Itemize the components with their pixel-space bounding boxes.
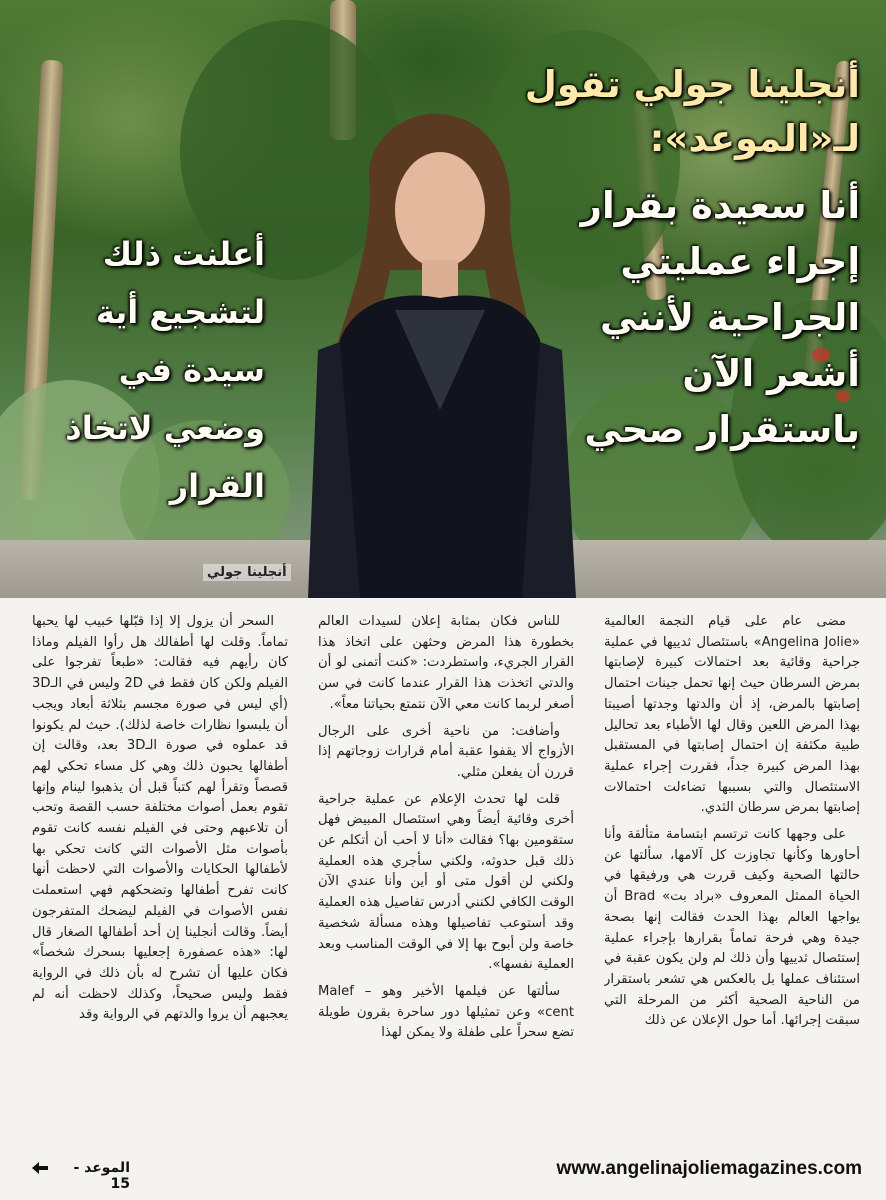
- paragraph: سألتها عن فيلمها الأخير وهو Malef – cent» وعن تمثيلها دور ساحرة بقرون طويلة تضع سحراً على طفلة ولا يمكن لهذا: [318, 983, 574, 1041]
- headline-line-2: لـ«الموعد»:: [649, 117, 860, 160]
- subheadline: أعلنت ذلك لتشجيع أية سيدة في وضعي لاتخاذ القرار: [65, 235, 265, 505]
- headline-line-1: أنجلينا جولي تقول: [524, 63, 860, 106]
- article-column-3: [32, 612, 288, 1152]
- page-number-block: [30, 1152, 130, 1192]
- paragraph: السحر أن يزول إلا إذا قبّلها حَبيب لها يحبها تماماً. وقلت لها أطفالك هل رأوا الفيلم وماذا كان رأيهم فيه فقالت: «طبعاً تفرجوا على الفيلم ولكن كان فقط في 2D وليس في الـ3D (أي ليس في صورة مجسم بثلاثة أبعاد ويجب أن يلبسوا نظارات خاصة لذلك). حيث لم يكونوا قد عملوه في صورة الـ3D بعد، وقالت إن أطفالها يحبون ذلك وهي كل مساء تحكي لهم قصصاً وتقرأ لهم كتباً قبل أن يذهبوا لينام وإنها تقوم بعمل أصوات مختلفة حسب القصة وتحب أن تلاعبهم وحتى في الفيلم نفسه كانت تقوم بأصوات مثل الأصوات التي كانت تحكي بها لأطفالها الحكايات والأصوات التي لاحظت أنها كانت تفرح أطفالها وتضحكهم فهي استعملت نفس الأصوات في الفيلم ليضحك المتفرجون أيضاً. وقالت أنجلينا إن أحد أطفالها الصغار قال لها: «هذه عصفورة إجعليها بسحرك شخصاً» فكان عليها أن تشرح له بأن ذلك في الرواية فقط وليس صحيحاً، وكذلك لاحظت أنه لم يعجبهم أن يروا والدتهم في الرواية وقد: [32, 614, 288, 1023]
- headline: [520, 58, 860, 458]
- page-footer: [30, 1152, 862, 1190]
- article-column-2: [318, 612, 574, 1152]
- headline-quote: أنا سعيدة بقرار إجراء عمليتي الجراحية لأنني أشعر الآن باستقرار صحي: [580, 184, 860, 451]
- paragraph: مضى عام على قيام النجمة العالمية «Angelina Jolie» باستئصال ثدييها في عملية جراحية وقائية بعد احتمالات كبيرة لإصابتها بمرض السرطان حيث إنها تحمل جينات احتمال إصابتها بالمرض، إذ أن والدتها وجدتها أصيبتا بهذا المرض اللعين وقال لها الأطباء بعد تحاليل طبية مكثفة إن احتمال إصابتها في المستقبل بهذا المرض كبيرة جداً، فقررت إجراء عملية الاستئصال والتي بسببها تضاءلت احتمالات إصابتها بمرض سرطان الثدي.: [604, 614, 860, 816]
- paragraph: وأضافت: من ناحية أخرى على الرجال الأزواج ألا يقفوا عقبة أمام قرارات زوجاتهم إذا قررن أن يفعلن مثلي.: [318, 723, 574, 780]
- paragraph: على وجهها كانت ترتسم ابتسامة متألقة وأنا أحاورها وكأنها تجاوزت كل آلامها، سألتها عن حالتها الصحية وكيف قررت هي ورفيقها في الحياة الممثل المعروف «براد بت» Brad أن يواجها العالم بهذا الحدث فقالت إنها بصحة جيدة وهي فرحة تماماً بقرارها بإجراء عملية إستئصال ثدييها وأن ذلك لم ولن يكون عقبة في استئناف عملها بل بالعكس هي تشعر باستقرار من الناحية الصحية أكثر من المرحلة التي سبقت إجرائها. أما حول الإعلان عن ذلك: [604, 827, 860, 1029]
- photo-caption: أنجلينا جولي: [203, 564, 291, 581]
- paragraph: للناس فكان بمثابة إعلان لسيدات العالم بخطورة هذا المرض وحثهن على اتخاذ هذا القرار الجريء، واستطردت: «كنت أتمنى لو أن والدتي اتخذت هذا القرار عندما كانت في سن أصغر لربما كانت معي الآن نتمتع بحياتنا معاً».: [318, 614, 574, 712]
- article-body: [32, 612, 860, 1152]
- cover-photo: [0, 0, 886, 598]
- website-url[interactable]: www.angelinajoliemagazines.com: [556, 1158, 862, 1179]
- article-column-1: [604, 612, 860, 1152]
- arrow-left-icon: [30, 1158, 50, 1178]
- paragraph: قلت لها تحدث الإعلام عن عملية جراحية أخرى وقائية أيضاً وهي استئصال المبيض فهل ستقومين بها؟ فقالت «أنا لا أحب أن أتكلم عن ذلك قبل حدوثه، ولكني سأجري هذه العملية ولكني لن أقول متى أو أين وأنا عندي الآن الوقت الكافي لكنني أدرس تفاصيل هذه العملية وقد أستوعب تفاصيلها وهذه مسألة شخصية خاصة ولن أبوح بها إلا في الوقت المناسب وبعد العملية نفسها».: [318, 791, 574, 973]
- page-number: الموعد - 15: [73, 1160, 130, 1192]
